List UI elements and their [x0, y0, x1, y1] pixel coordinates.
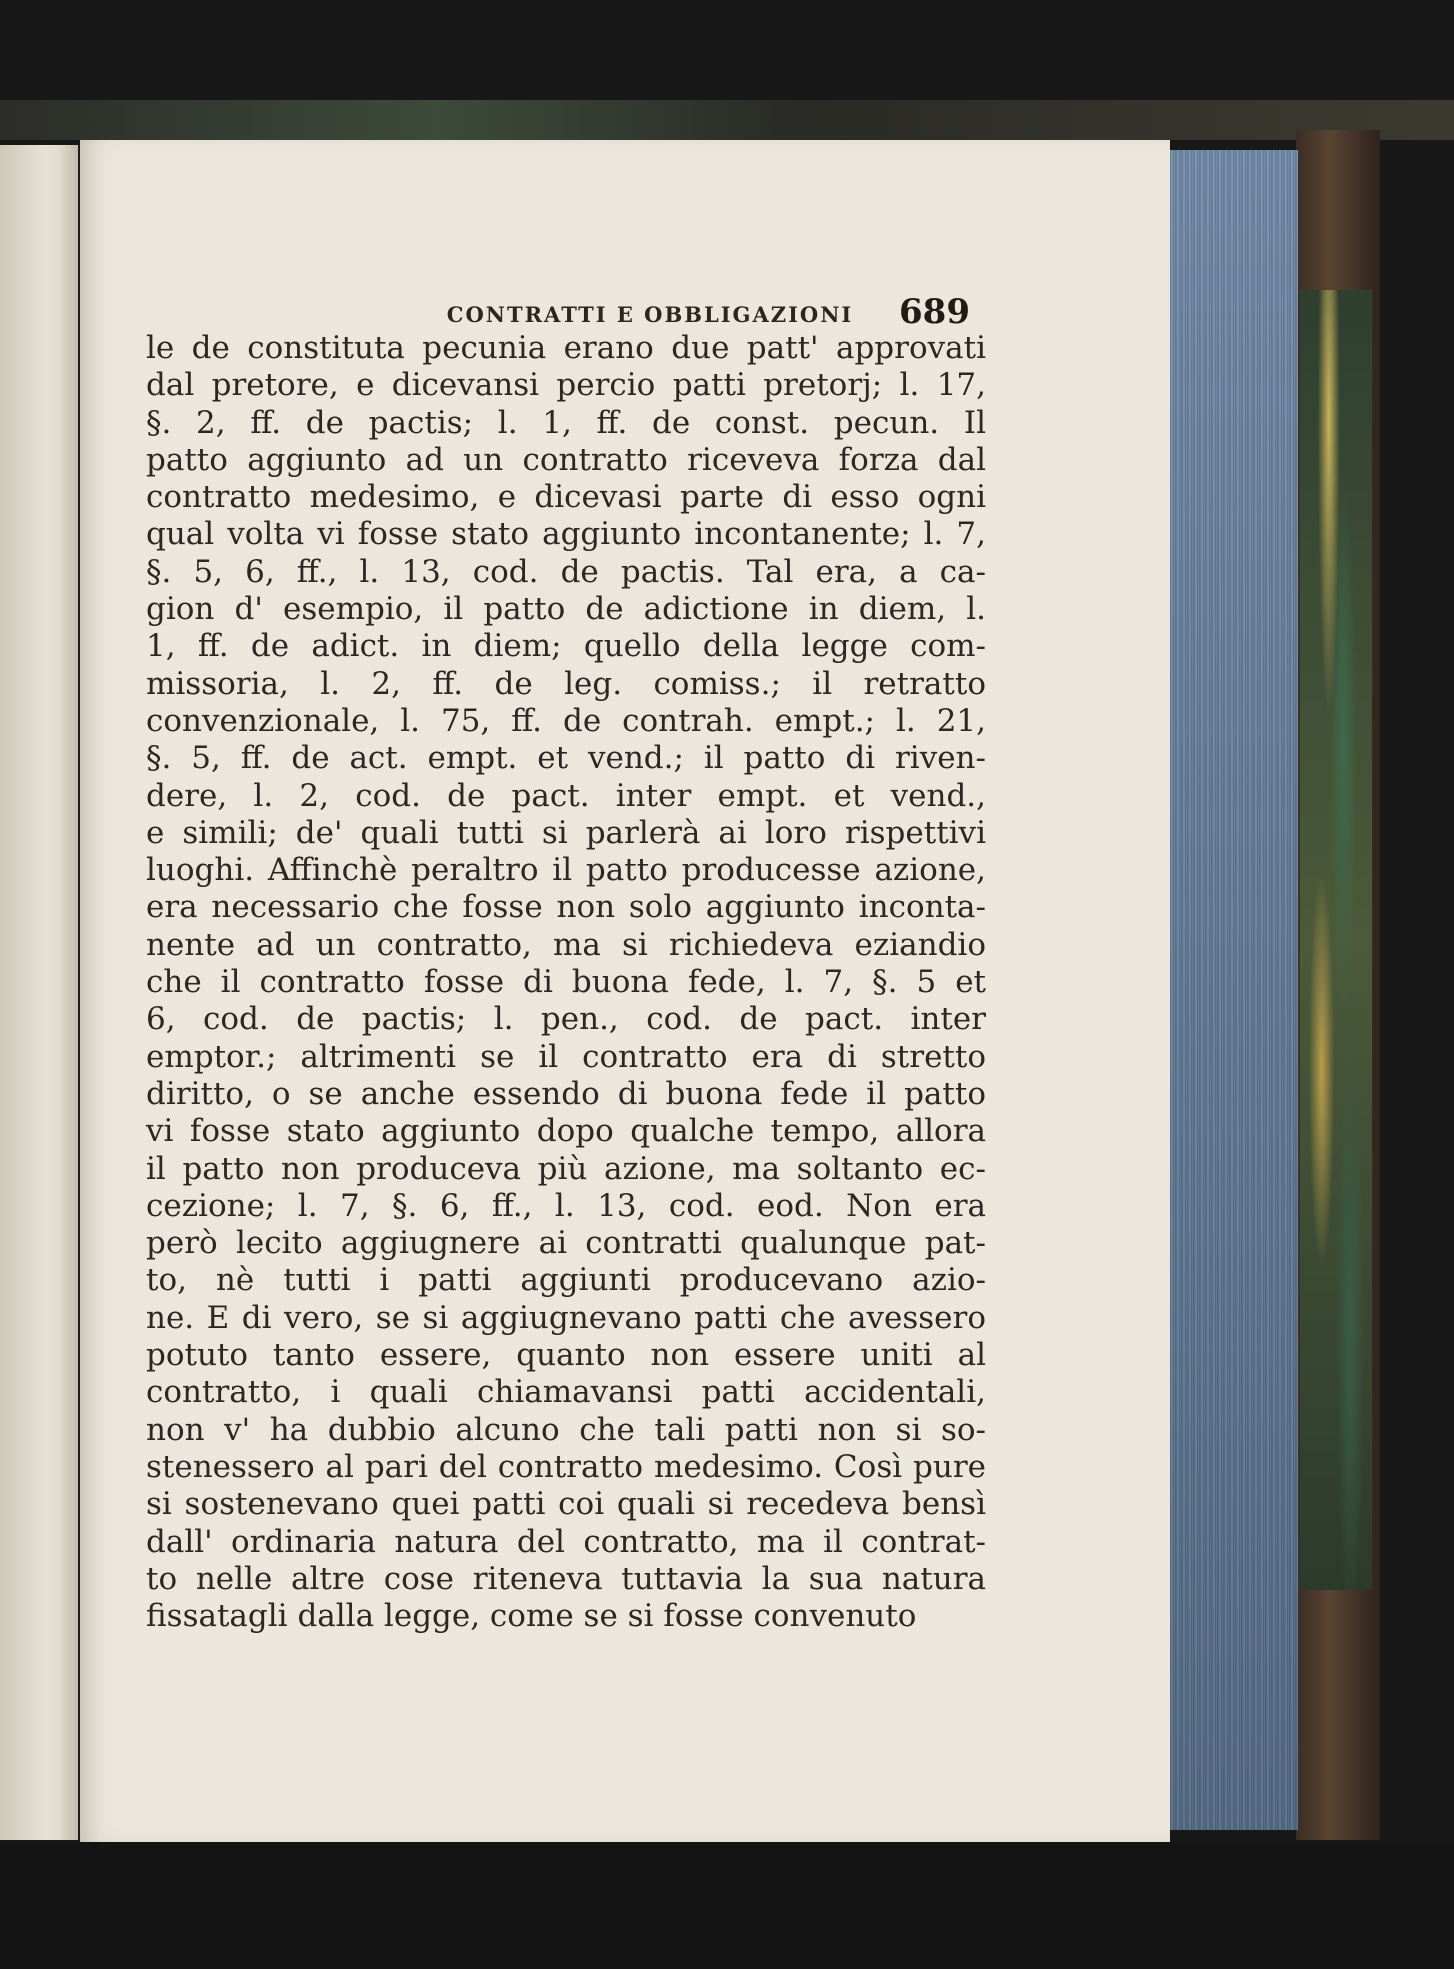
text-line: e simili; de' quali tutti si parlerà ai loro rispettivi: [146, 814, 986, 851]
text-line: to, nè tutti i patti aggiunti producevano azio-: [146, 1262, 986, 1299]
text-line: dall' ordinaria natura del contratto, ma il contrat-: [146, 1523, 986, 1560]
text-line: patto aggiunto ad un contratto riceveva forza dal: [146, 441, 986, 478]
text-line: però lecito aggiugnere ai contratti qualunque pat-: [146, 1225, 986, 1262]
marbled-cover-pattern: [1300, 290, 1372, 1590]
text-line: nente ad un contratto, ma si richiedeva eziandio: [146, 926, 986, 963]
text-line: ne. E di vero, se si aggiugnevano patti che avessero: [146, 1299, 986, 1336]
text-line: era necessario che fosse non solo aggiunto inconta-: [146, 889, 986, 926]
text-line: contratto medesimo, e dicevasi parte di esso ogni: [146, 479, 986, 516]
text-line: le de constituta pecunia erano due patt' approvati: [146, 330, 986, 366]
text-line: emptor.; altrimenti se il contratto era di stretto: [146, 1038, 986, 1075]
text-line: vi fosse stato aggiunto dopo qualche tempo, allora: [146, 1113, 986, 1150]
text-line: non v' ha dubbio alcuno che tali patti non si so-: [146, 1411, 986, 1448]
text-line: il patto non produceva più azione, ma soltanto ec-: [146, 1150, 986, 1187]
photo-bottom-background: [0, 1842, 1454, 1969]
page-number: 689: [899, 292, 970, 332]
text-line: qual volta vi fosse stato aggiunto incontanente; l. 7,: [146, 516, 986, 553]
text-line: gion d' esempio, il patto de adictione in diem, l.: [146, 591, 986, 628]
text-line: contratto, i quali chiamavansi patti accidentali,: [146, 1374, 986, 1411]
text-line: §. 5, 6, ff., l. 13, cod. de pactis. Tal era, a ca-: [146, 553, 986, 590]
book-top-edge: [0, 100, 1454, 140]
text-line: missoria, l. 2, ff. de leg. comiss.; il retratto: [146, 665, 986, 702]
body-text: [146, 330, 986, 1635]
text-line: §. 5, ff. de act. empt. et vend.; il patto di riven-: [146, 740, 986, 777]
text-line: che il contratto fosse di buona fede, l. 7, §. 5 et: [146, 964, 986, 1001]
text-line: fissatagli dalla legge, come se si fosse convenuto: [146, 1598, 917, 1635]
text-line: 6, cod. de pactis; l. pen., cod. de pact. inter: [146, 1001, 986, 1038]
text-line: luoghi. Affinchè peraltro il patto producesse azione,: [146, 852, 986, 889]
text-line: potuto tanto essere, quanto non essere uniti al: [146, 1337, 986, 1374]
text-line: dal pretore, e dicevansi percio patti pretorj; l. 17,: [146, 367, 986, 404]
text-line: diritto, o se anche essendo di buona fede il patto: [146, 1075, 986, 1112]
text-line: stenessero al pari del contratto medesimo. Così pure: [146, 1448, 986, 1485]
running-head: CONTRATTI E OBBLIGAZIONI: [446, 302, 854, 327]
text-line: to nelle altre cose riteneva tuttavia la sua natura: [146, 1560, 986, 1597]
text-line: cezione; l. 7, §. 6, ff., l. 13, cod. eod. Non era: [146, 1187, 986, 1224]
text-line: §. 2, ff. de pactis; l. 1, ff. de const. pecun. Il: [146, 404, 986, 441]
text-line: dere, l. 2, cod. de pact. inter empt. et vend.,: [146, 777, 986, 814]
text-line: si sostenevano quei patti coi quali si recedeva bensì: [146, 1486, 986, 1523]
text-line: 1, ff. de adict. in diem; quello della legge com-: [146, 628, 986, 665]
text-line: convenzionale, l. 75, ff. de contrah. empt.; l. 21,: [146, 702, 986, 739]
page-block-edges: [1168, 150, 1298, 1830]
